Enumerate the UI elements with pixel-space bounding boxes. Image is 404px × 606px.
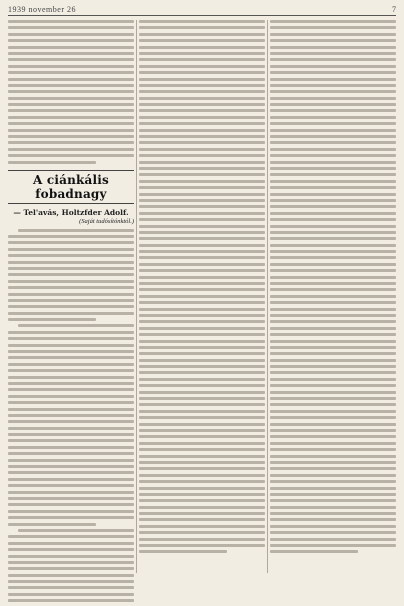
column-rule <box>136 20 137 573</box>
column-left <box>8 20 134 606</box>
page-date: 1939 november 26 <box>8 4 76 14</box>
article-headline: — Tel'avás, Holtzfder Adolf. <box>13 207 129 217</box>
article-body <box>139 20 265 553</box>
page-number: 7 <box>392 4 396 14</box>
article-body <box>8 229 134 603</box>
column-middle <box>139 20 265 557</box>
section-head <box>8 170 134 204</box>
text-block-top <box>8 20 134 164</box>
article-byline: (Saját tudósítónktól.) <box>79 217 134 225</box>
column-rule <box>267 20 268 573</box>
article-body <box>270 20 396 553</box>
masthead <box>8 3 396 16</box>
column-right <box>270 20 396 557</box>
section-title: A ciánkális fobadnagy <box>32 172 110 201</box>
